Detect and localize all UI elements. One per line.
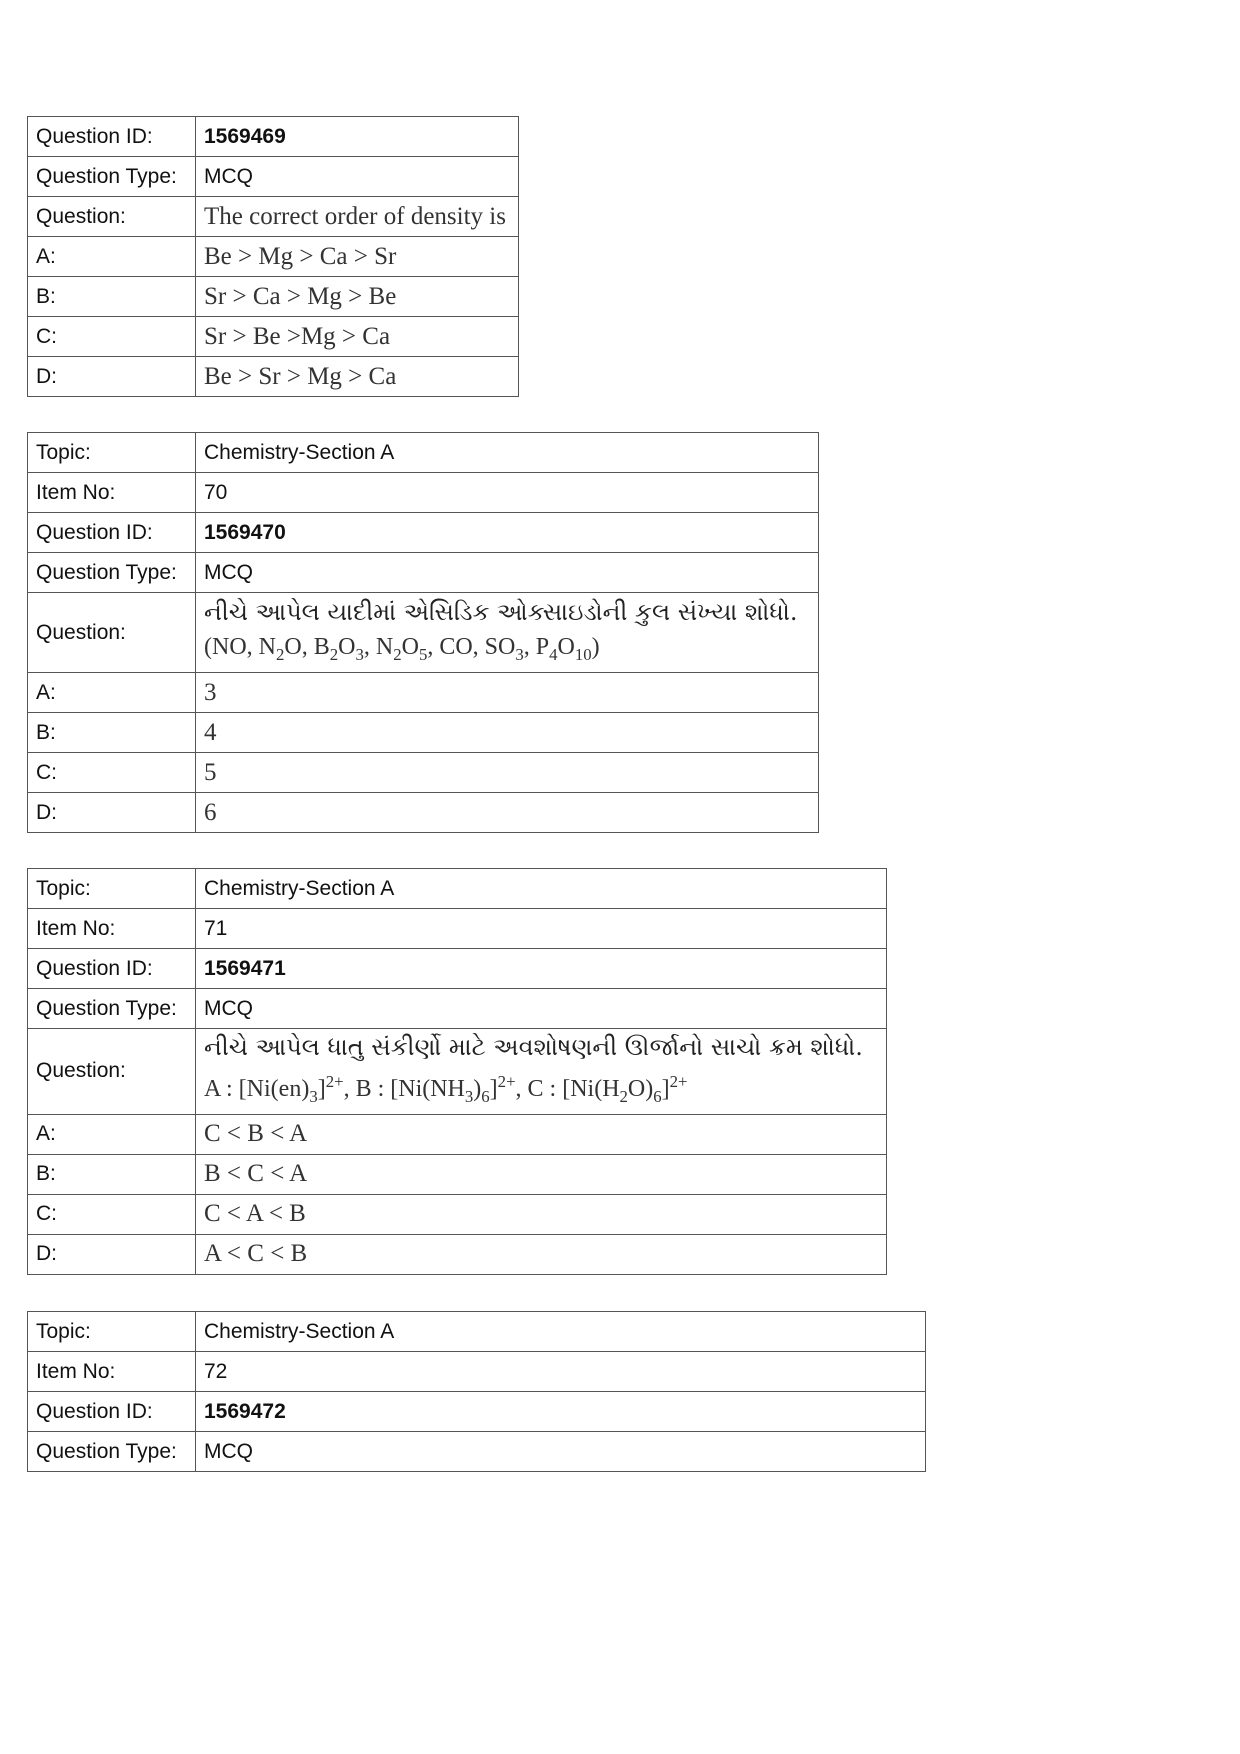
label-option-a: A:	[28, 237, 196, 277]
row-item-no	[28, 1352, 926, 1392]
label-item-no: Item No:	[28, 909, 196, 949]
row-question	[28, 197, 519, 237]
row-option-b	[28, 277, 519, 317]
row-question	[28, 1029, 887, 1115]
label-question: Question:	[28, 593, 196, 673]
item-no-value: 71	[196, 909, 887, 949]
question-formula-list: (NO, $N_2O$, $B_2O_3$, $N_2O_5$, CO, $SO_3$, $P_4O_{10}$)	[204, 633, 600, 664]
option-d-text: A < C < B	[196, 1234, 887, 1274]
label-option-a: A:	[28, 673, 196, 713]
option-c-text: Sr > Be >Mg > Ca	[196, 317, 519, 357]
option-b-text: B < C < A	[196, 1154, 887, 1194]
question-id-value: 1569470	[196, 513, 819, 553]
row-option-c	[28, 753, 819, 793]
row-option-b	[28, 1154, 887, 1194]
row-question-id	[28, 949, 887, 989]
item-no-value: 70	[196, 473, 819, 513]
label-topic: Topic:	[28, 869, 196, 909]
label-question-id: Question ID:	[28, 949, 196, 989]
label-question-type: Question Type:	[28, 1432, 196, 1472]
option-b-text: 4	[196, 713, 819, 753]
row-option-d	[28, 357, 519, 397]
label-option-c: C:	[28, 753, 196, 793]
label-option-b: B:	[28, 1154, 196, 1194]
question-type-value: MCQ	[196, 1432, 926, 1472]
option-a-text: Be > Mg > Ca > Sr	[196, 237, 519, 277]
option-a-text: C < B < A	[196, 1114, 887, 1154]
row-question-type	[28, 553, 819, 593]
row-option-a	[28, 237, 519, 277]
row-option-a	[28, 1114, 887, 1154]
question-type-value: MCQ	[196, 553, 819, 593]
row-question-id	[28, 513, 819, 553]
label-item-no: Item No:	[28, 1352, 196, 1392]
question-text: The correct order of density is	[196, 197, 519, 237]
label-option-c: C:	[28, 317, 196, 357]
label-option-a: A:	[28, 1114, 196, 1154]
question-table-1569471	[27, 868, 887, 1275]
row-option-c	[28, 317, 519, 357]
label-option-d: D:	[28, 357, 196, 397]
topic-value: Chemistry-Section A	[196, 869, 887, 909]
topic-value: Chemistry-Section A	[196, 1312, 926, 1352]
label-question-id: Question ID:	[28, 1392, 196, 1432]
row-question-type	[28, 1432, 926, 1472]
row-option-c	[28, 1194, 887, 1234]
label-question-id: Question ID:	[28, 513, 196, 553]
label-option-d: D:	[28, 793, 196, 833]
option-a-text: 3	[196, 673, 819, 713]
option-d-text: 6	[196, 793, 819, 833]
question-table-1569470	[27, 432, 819, 833]
label-question: Question:	[28, 1029, 196, 1115]
question-id-value: 1569472	[196, 1392, 926, 1432]
topic-value: Chemistry-Section A	[196, 433, 819, 473]
label-topic: Topic:	[28, 433, 196, 473]
row-topic	[28, 869, 887, 909]
row-topic	[28, 433, 819, 473]
label-option-c: C:	[28, 1194, 196, 1234]
row-question	[28, 593, 819, 673]
row-topic	[28, 1312, 926, 1352]
option-d-text: Be > Sr > Mg > Ca	[196, 357, 519, 397]
label-question-type: Question Type:	[28, 157, 196, 197]
label-item-no: Item No:	[28, 473, 196, 513]
row-option-d	[28, 793, 819, 833]
option-b-text: Sr > Ca > Mg > Be	[196, 277, 519, 317]
question-type-value: MCQ	[196, 989, 887, 1029]
label-option-d: D:	[28, 1234, 196, 1274]
question-table-1569469	[27, 116, 519, 397]
row-item-no	[28, 473, 819, 513]
row-question-id	[28, 1392, 926, 1432]
label-question-type: Question Type:	[28, 553, 196, 593]
question-id-value: 1569469	[196, 117, 519, 157]
label-option-b: B:	[28, 713, 196, 753]
question-text-gujarati: નીચે આપેલ યાદીમાં એસિડિક ઓક્સાઇડોની કુલ સંખ્યા શોધો.	[204, 597, 798, 626]
row-question-type	[28, 989, 887, 1029]
row-option-d	[28, 1234, 887, 1274]
row-option-b	[28, 713, 819, 753]
label-topic: Topic:	[28, 1312, 196, 1352]
row-item-no	[28, 909, 887, 949]
option-c-text: C < A < B	[196, 1194, 887, 1234]
row-question-id	[28, 117, 519, 157]
label-question: Question:	[28, 197, 196, 237]
label-option-b: B:	[28, 277, 196, 317]
question-text-gujarati: નીચે આપેલ ધાતુ સંકીર્ણો માટે અવશોષણની ઊર્જાનો સાચો ક્રમ શોધો.	[204, 1033, 863, 1061]
question-cell	[196, 1029, 887, 1115]
row-option-a	[28, 673, 819, 713]
option-c-text: 5	[196, 753, 819, 793]
question-cell	[196, 593, 819, 673]
label-question-type: Question Type:	[28, 989, 196, 1029]
question-table-1569472	[27, 1311, 926, 1472]
question-complex-list: A : $[Ni(en)_3]^{2+}$, B : $[Ni(NH_3)_6]^{2+}$, C : $[Ni(H_2O)_6]^{2+}$	[204, 1072, 688, 1106]
item-no-value: 72	[196, 1352, 926, 1392]
row-question-type	[28, 157, 519, 197]
question-id-value: 1569471	[196, 949, 887, 989]
question-type-value: MCQ	[196, 157, 519, 197]
label-question-id: Question ID:	[28, 117, 196, 157]
